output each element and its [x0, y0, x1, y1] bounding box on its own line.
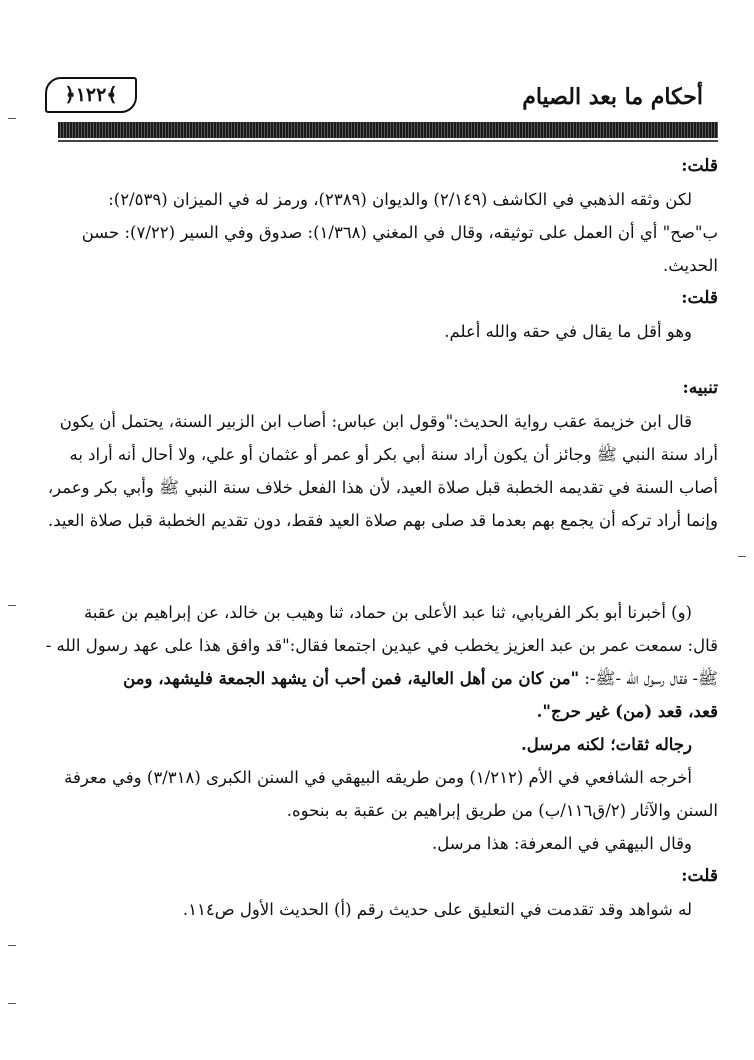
- tanbih-heading: تنبيه:: [682, 378, 718, 398]
- text-line: له شواهد وقد تقدمت في التعليق على حديث رقم (أ) الحديث الأول ص١١٤.: [182, 900, 692, 919]
- hadith-text: قعد، قعد (من) غير حرج".: [536, 702, 718, 721]
- text-line: (و) أخبرنا أبو بكر الفريابي، ثنا عبد الأعلى بن حماد، ثنا وهيب بن خالد، عن إبراهيم بن عقبة: [83, 603, 692, 622]
- book-title: أحكام ما بعد الصيام: [522, 84, 703, 110]
- section-1: [45, 150, 718, 348]
- section-2: [45, 372, 718, 537]
- section-3: [45, 596, 718, 926]
- hadith-text: "من كان من أهل العالية، فمن أحب أن يشهد الجمعة فليشهد، ومن: [123, 669, 580, 688]
- text-line: أصاب السنة في تقديمه الخطبة قبل صلاة العيد، لأن هذا الفعل خلاف سنة النبي ﷺ وأبي بكر وعمر،: [47, 478, 718, 497]
- text-line: أراد سنة النبي ﷺ وجائز أن يكون أراد سنة أبي بكر أو عمر أو عثمان أو علي، ولا أحال أنه أراد به: [69, 445, 718, 464]
- text-line: أخرجه الشافعي في الأم (١/٢١٢) ومن طريقه البيهقي في السنن الكبرى (٣/٣١٨) وفي معرفة: [64, 768, 692, 787]
- qult-heading: قلت:: [681, 866, 718, 886]
- scan-mark: [8, 1003, 16, 1004]
- text-segment: ﷺ- فقال رسول الله -ﷺ-:: [584, 669, 718, 688]
- scan-mark: [8, 945, 16, 946]
- header-rule: [58, 122, 718, 138]
- scan-mark: [8, 118, 16, 119]
- qult-heading: قلت:: [681, 288, 718, 308]
- text-line: السنن والآثار (٢/ق١١٦/ب) من طريق إبراهيم بن عقبة به بنحوه.: [286, 801, 718, 820]
- scan-mark: [738, 556, 746, 557]
- text-line: [45, 662, 718, 695]
- text-line: الحديث.: [663, 256, 718, 275]
- text-line: وإنما أراد تركه أن يجمع بهم بعدما قد صلى بهم صلاة العيد فقط، دون تقديم الخطبة قبل صلاة العيد.: [48, 511, 718, 530]
- running-header: [45, 72, 713, 120]
- text-line: لكن وثقه الذهبي في الكاشف (٢/١٤٩) والديوان (٢٣٨٩)، ورمز له في الميزان (٢/٥٣٩):: [108, 190, 692, 209]
- header-rule-thin: [58, 140, 718, 142]
- text-line: وهو أقل ما يقال في حقه والله أعلم.: [444, 322, 692, 341]
- scan-mark: [8, 605, 16, 606]
- text-line: ب"صح" أي أن العمل على توثيقه، وقال في المغني (١/٣٦٨): صدوق وفي السير (٧/٢٢): حسن: [81, 223, 718, 242]
- text-line: وقال البيهقي في المعرفة: هذا مرسل.: [432, 834, 692, 853]
- text-line: قال: سمعت عمر بن عبد العزيز يخطب في عيدين اجتمعا فقال:"قد وافق هذا على عهد رسول الله -: [45, 636, 718, 655]
- grading: رجاله ثقات؛ لكنه مرسل.: [520, 735, 692, 754]
- text-line: قال ابن خزيمة عقب رواية الحديث:"وقول ابن عباس: أصاب ابن الزبير السنة، يحتمل أن يكون: [59, 412, 692, 431]
- page-number: ﴿١٢٢﴾: [45, 77, 137, 113]
- qult-heading: قلت:: [681, 156, 718, 176]
